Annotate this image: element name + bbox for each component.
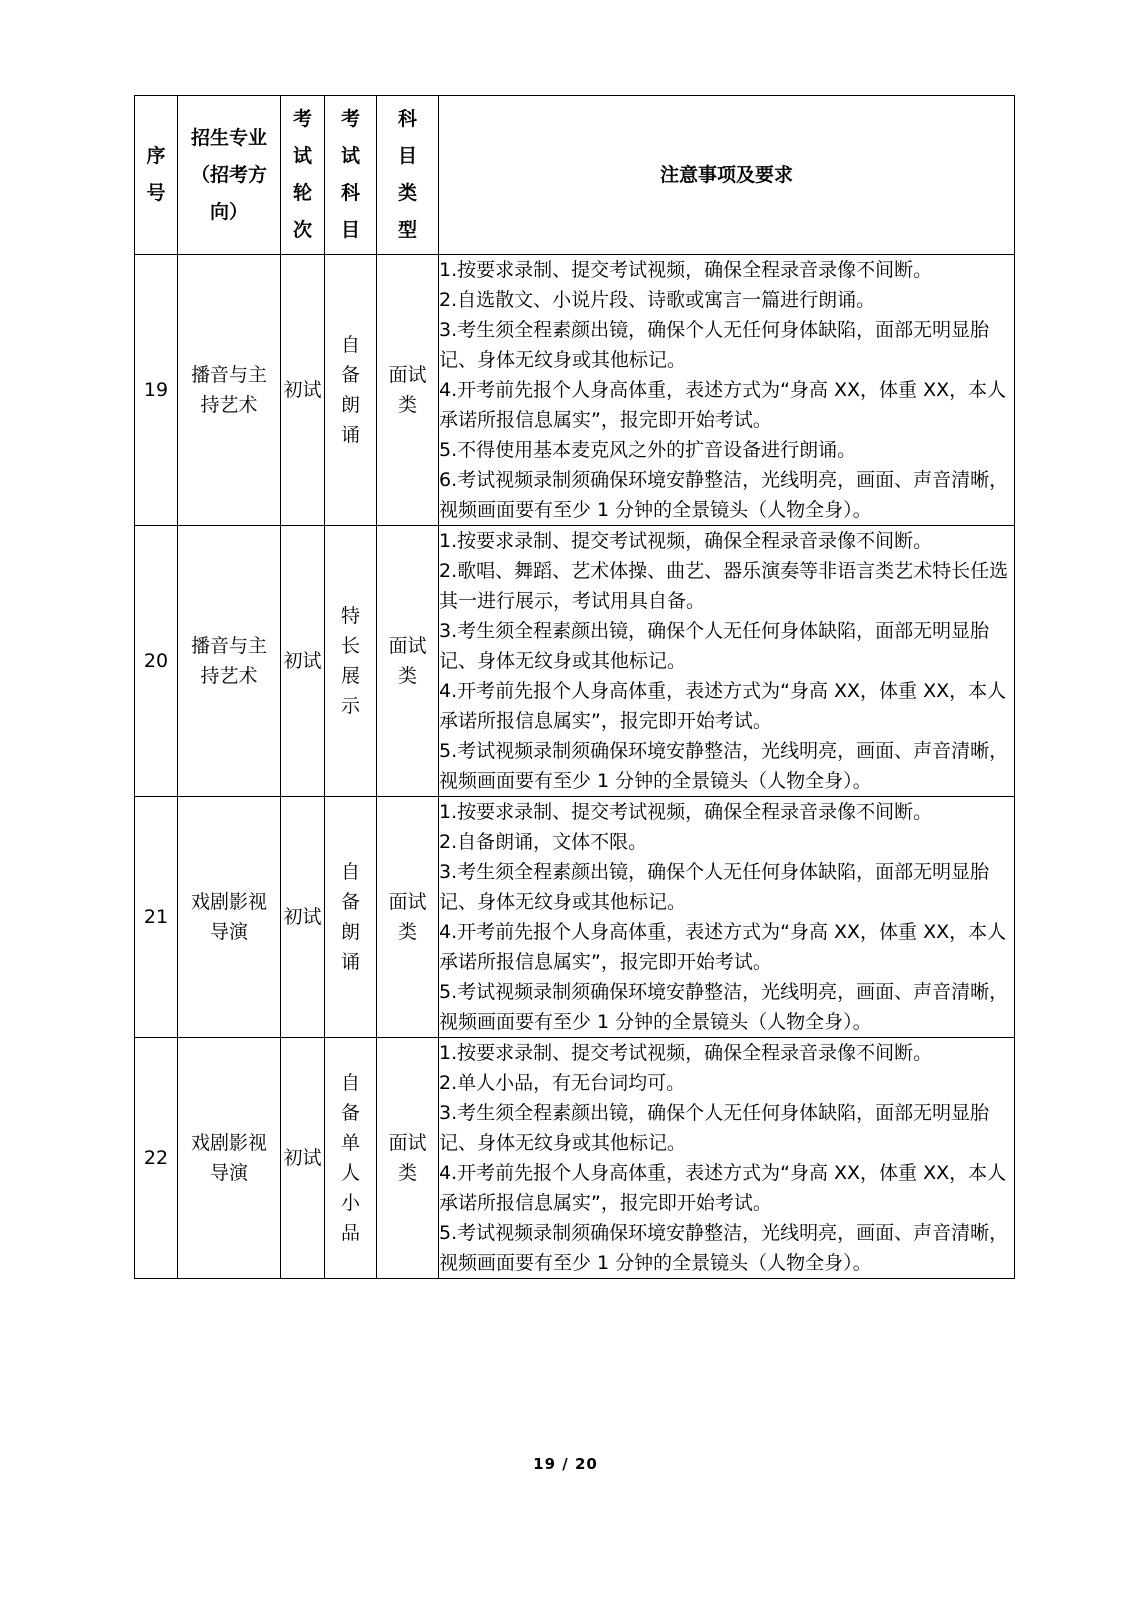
row-subject: 自备朗诵: [325, 797, 377, 1038]
row-type: 面试类: [377, 526, 439, 797]
row-major: 戏剧影视导演: [178, 1038, 281, 1279]
row-type: 面试类: [377, 1038, 439, 1279]
row-notes: [439, 797, 1015, 1038]
table-row: [135, 255, 1015, 526]
note-item: 3.考生须全程素颜出镜，确保个人无任何身体缺陷，面部无明显胎记、身体无纹身或其他标记。: [439, 1102, 990, 1154]
note-item: 5.不得使用基本麦克风之外的扩音设备进行朗诵。: [439, 439, 857, 461]
note-item: 2.单人小品，有无台词均可。: [439, 1072, 686, 1094]
requirements-table: [134, 95, 1015, 1279]
table-header-row: [135, 96, 1015, 255]
note-item: 1.按要求录制、提交考试视频，确保全程录音录像不间断。: [439, 1042, 933, 1064]
header-round: 考试轮次: [281, 96, 325, 255]
row-no: 22: [135, 1038, 178, 1279]
row-no: 20: [135, 526, 178, 797]
note-item: 4.开考前先报个人身高体重，表述方式为“身高 XX，体重 XX，本人承诺所报信息属实”，报完即开始考试。: [439, 921, 1007, 973]
row-subject: 自备朗诵: [325, 255, 377, 526]
note-item: 5.考试视频录制须确保环境安静整洁，光线明亮，画面、声音清晰，视频画面要有至少 1 分钟的全景镜头（人物全身）。: [439, 740, 1009, 792]
note-item: 2.歌唱、舞蹈、艺术体操、曲艺、器乐演奏等非语言类艺术特长任选其一进行展示，考试用具自备。: [439, 560, 1009, 612]
row-round: 初试: [281, 1038, 325, 1279]
note-item: 3.考生须全程素颜出镜，确保个人无任何身体缺陷，面部无明显胎记、身体无纹身或其他标记。: [439, 319, 990, 371]
note-item: 4.开考前先报个人身高体重，表述方式为“身高 XX，体重 XX，本人承诺所报信息属实”，报完即开始考试。: [439, 1162, 1007, 1214]
header-notes: 注意事项及要求: [439, 96, 1015, 255]
row-subject: 自备单人小品: [325, 1038, 377, 1279]
row-major: 戏剧影视导演: [178, 797, 281, 1038]
table-row: [135, 797, 1015, 1038]
row-major: 播音与主持艺术: [178, 526, 281, 797]
note-item: 5.考试视频录制须确保环境安静整洁，光线明亮，画面、声音清晰，视频画面要有至少 1 分钟的全景镜头（人物全身）。: [439, 1222, 1009, 1274]
note-item: 1.按要求录制、提交考试视频，确保全程录音录像不间断。: [439, 259, 933, 281]
row-subject: 特长展示: [325, 526, 377, 797]
table-row: [135, 526, 1015, 797]
note-item: 3.考生须全程素颜出镜，确保个人无任何身体缺陷，面部无明显胎记、身体无纹身或其他标记。: [439, 620, 990, 672]
note-item: 6.考试视频录制须确保环境安静整洁，光线明亮，画面、声音清晰，视频画面要有至少 1 分钟的全景镜头（人物全身）。: [439, 469, 1009, 521]
page-number: 19 / 20: [533, 1455, 598, 1473]
note-item: 3.考生须全程素颜出镜，确保个人无任何身体缺陷，面部无明显胎记、身体无纹身或其他标记。: [439, 861, 990, 913]
row-notes: [439, 1038, 1015, 1279]
row-no: 19: [135, 255, 178, 526]
note-item: 5.考试视频录制须确保环境安静整洁，光线明亮，画面、声音清晰，视频画面要有至少 1 分钟的全景镜头（人物全身）。: [439, 981, 1009, 1033]
header-subject: 考试科目: [325, 96, 377, 255]
header-major: 招生专业（招考方向）: [178, 96, 281, 255]
row-notes: [439, 526, 1015, 797]
row-round: 初试: [281, 797, 325, 1038]
note-item: 2.自选散文、小说片段、诗歌或寓言一篇进行朗诵。: [439, 289, 876, 311]
row-type: 面试类: [377, 255, 439, 526]
header-no: 序号: [135, 96, 178, 255]
row-no: 21: [135, 797, 178, 1038]
row-round: 初试: [281, 526, 325, 797]
note-item: 4.开考前先报个人身高体重，表述方式为“身高 XX，体重 XX，本人承诺所报信息属实”，报完即开始考试。: [439, 379, 1007, 431]
row-type: 面试类: [377, 797, 439, 1038]
note-item: 1.按要求录制、提交考试视频，确保全程录音录像不间断。: [439, 530, 933, 552]
note-item: 2.自备朗诵，文体不限。: [439, 831, 648, 853]
note-item: 4.开考前先报个人身高体重，表述方式为“身高 XX，体重 XX，本人承诺所报信息属实”，报完即开始考试。: [439, 680, 1007, 732]
row-major: 播音与主持艺术: [178, 255, 281, 526]
row-round: 初试: [281, 255, 325, 526]
header-type: 科目类型: [377, 96, 439, 255]
row-notes: [439, 255, 1015, 526]
note-item: 1.按要求录制、提交考试视频，确保全程录音录像不间断。: [439, 801, 933, 823]
table-row: [135, 1038, 1015, 1279]
